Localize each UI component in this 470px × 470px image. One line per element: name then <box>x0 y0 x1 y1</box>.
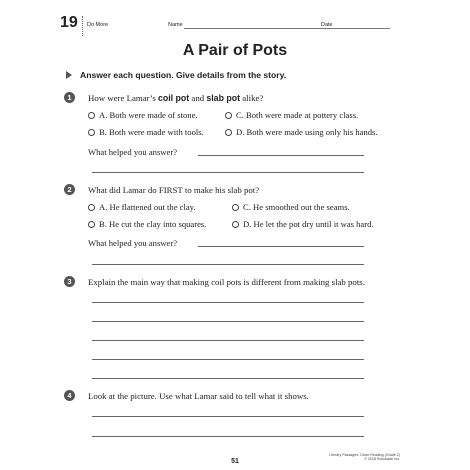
q1-option-a[interactable]: A. Both were made of stone. <box>88 110 198 120</box>
q2-help-label: What helped you answer? <box>88 238 178 248</box>
footer-credit <box>329 453 400 462</box>
name-label: Name <box>168 22 183 28</box>
credit-line-1: Literary Passages: Close Reading (Grade 2) <box>329 453 400 457</box>
question-2-text: What did Lamar do FIRST to make his slab pot? <box>88 185 260 195</box>
lesson-number: 19 <box>60 14 78 31</box>
q2-option-c[interactable]: C. He smoothed out the seams. <box>232 202 350 212</box>
radio-icon[interactable] <box>232 204 239 211</box>
question-number-3: 3 <box>64 276 75 287</box>
header-divider <box>82 16 83 36</box>
question-number-1: 1 <box>64 92 75 103</box>
q1-help-label: What helped you answer? <box>88 147 178 157</box>
q3-answer-line[interactable] <box>92 321 364 322</box>
q1-option-b[interactable]: B. Both were made with tools. <box>88 127 204 137</box>
q3-answer-line[interactable] <box>92 378 364 379</box>
q2-answer-line[interactable] <box>92 264 364 265</box>
arrow-icon <box>66 71 72 79</box>
radio-icon[interactable] <box>88 204 95 211</box>
q1-option-c[interactable]: C. Both were made at pottery class. <box>225 110 358 120</box>
question-4-text: Look at the picture. Use what Lamar said to tell what it shows. <box>88 391 309 401</box>
radio-icon[interactable] <box>225 112 232 119</box>
date-label: Date <box>321 22 333 28</box>
credit-line-2: © 2018 Scholastic Inc. <box>364 457 400 462</box>
q2-help-answer-line[interactable] <box>198 246 364 247</box>
radio-icon[interactable] <box>88 129 95 136</box>
q2-option-a[interactable]: A. He flattened out the clay. <box>88 202 196 212</box>
q4-answer-line[interactable] <box>92 416 364 417</box>
radio-icon[interactable] <box>232 221 239 228</box>
instruction-text: Answer each question. Give details from the story. <box>80 70 287 80</box>
section-label: Do More <box>87 22 109 28</box>
q3-answer-line[interactable] <box>92 340 364 341</box>
radio-icon[interactable] <box>88 112 95 119</box>
page-title: A Pair of Pots <box>182 42 288 59</box>
radio-icon[interactable] <box>88 221 95 228</box>
page-number: 51 <box>231 458 239 465</box>
q2-option-d[interactable]: D. He let the pot dry until it was hard. <box>232 219 374 229</box>
q3-answer-line[interactable] <box>92 359 364 360</box>
q1-help-answer-line[interactable] <box>198 155 364 156</box>
date-field[interactable] <box>334 28 390 29</box>
question-3-text: Explain the main way that making coil pots is different from making slab pots. <box>88 277 365 287</box>
q1-answer-line[interactable] <box>92 172 364 173</box>
page-header <box>60 14 410 36</box>
question-number-4: 4 <box>64 390 75 401</box>
radio-icon[interactable] <box>225 129 232 136</box>
question-number-2: 2 <box>64 184 75 195</box>
q4-answer-line[interactable] <box>92 436 364 437</box>
q1-option-d[interactable]: D. Both were made using only his hands. <box>225 127 378 137</box>
question-1-text: How were Lamar’s coil pot and slab pot alike? <box>88 93 264 103</box>
q3-answer-line[interactable] <box>92 302 364 303</box>
q2-option-b[interactable]: B. He cut the clay into squares. <box>88 219 206 229</box>
